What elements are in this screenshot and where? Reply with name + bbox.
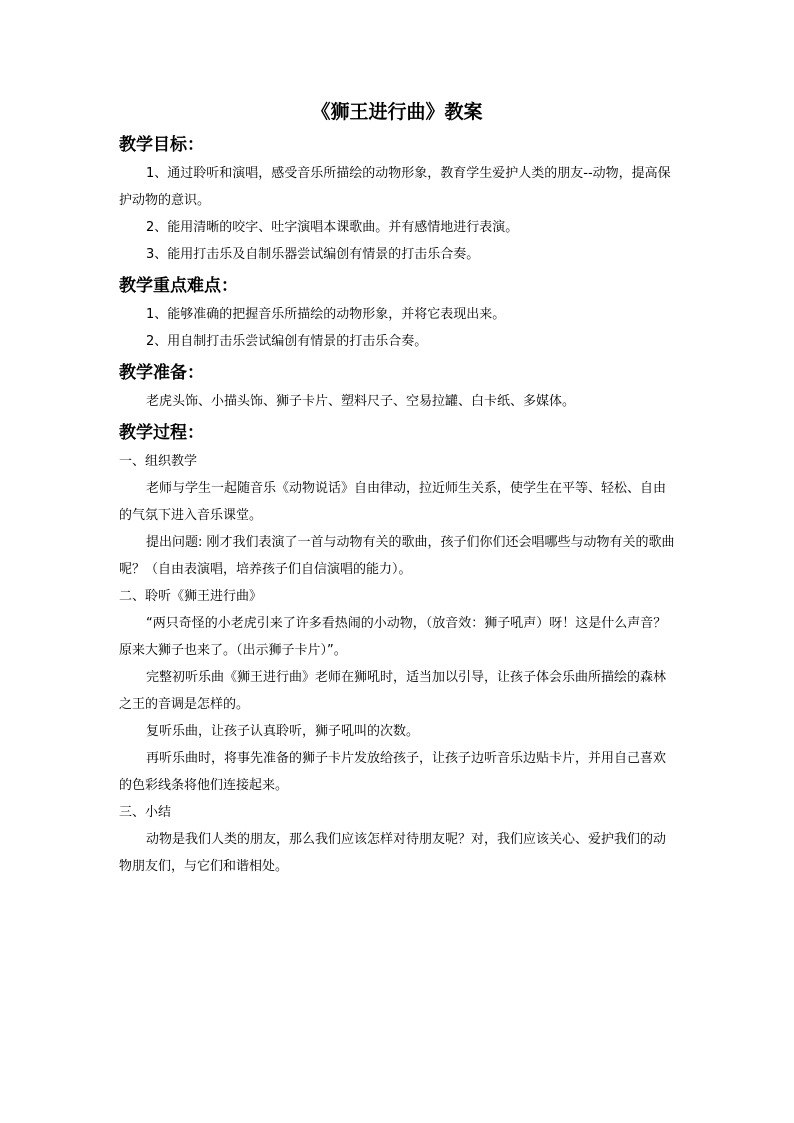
goal-paragraph: 1、通过聆听和演唱，感受音乐所描绘的动物形象，教育学生爱护人类的朋友--动物，提高保护动物的意识。 <box>119 166 671 208</box>
goal-paragraph: 2、能用清晰的咬字、吐字演唱本课歌曲。并有感情地进行表演。 <box>146 220 519 235</box>
step-paragraph: 完整初听乐曲《狮王进行曲》老师在狮吼时，适当加以引导，让孩子体会乐曲所描绘的森林之王的音调是怎样的。 <box>119 670 667 712</box>
section-heading-goals: 教学目标： <box>119 135 204 155</box>
section-heading-key-points: 教学重点难点： <box>119 276 238 296</box>
section-heading-process: 教学过程： <box>119 423 204 443</box>
step-paragraph: 动物是我们人类的朋友，那么我们应该怎样对待朋友呢？对，我们应该关心、爱护我们的动物朋友们，与它们和谐相处。 <box>119 832 667 874</box>
step-paragraph: 提出问题: 刚才我们表演了一首与动物有关的歌曲，孩子们你们还会唱哪些与动物有关的歌曲呢？（自由表演唱，培养孩子们自信演唱的能力）。 <box>119 535 675 577</box>
key-point-paragraph: 1、能够准确的把握音乐所描绘的动物形象，并将它表现出来。 <box>146 307 506 322</box>
step-label: 一、组织教学 <box>119 454 198 469</box>
section-heading-preparation: 教学准备： <box>119 363 204 383</box>
step-label: 三、小结 <box>119 805 172 820</box>
document-title: 《狮王进行曲》教案 <box>311 101 483 123</box>
key-point-paragraph: 2、用自制打击乐尝试编创有情景的打击乐合奏。 <box>146 334 428 349</box>
step-paragraph: 复听乐曲，让孩子认真聆听，狮子吼叫的次数。 <box>146 724 420 739</box>
step-label: 二、聆听《狮王进行曲》 <box>119 589 263 604</box>
preparation-paragraph: 老虎头饰、小描头饰、狮子卡片、塑料尺子、空易拉罐、白卡纸、多媒体。 <box>146 394 576 409</box>
step-paragraph: “两只奇怪的小老虎引来了许多看热闹的小动物，（放音效：狮子吼声）呀！这是什么声音？原来大狮子也来了。（出示狮子卡片）”。 <box>119 616 667 658</box>
goal-paragraph: 3、能用打击乐及自制乐器尝试编创有情景的打击乐合奏。 <box>146 247 480 262</box>
step-paragraph: 再听乐曲时，将事先准备的狮子卡片发放给孩子，让孩子边听音乐边贴卡片，并用自己喜欢的色彩线条将他们连接起来。 <box>119 751 667 793</box>
lesson-plan-page <box>119 96 675 880</box>
step-paragraph: 老师与学生一起随音乐《动物说话》自由律动，拉近师生关系，使学生在平等、轻松、自由的气氛下进入音乐课堂。 <box>119 481 667 523</box>
